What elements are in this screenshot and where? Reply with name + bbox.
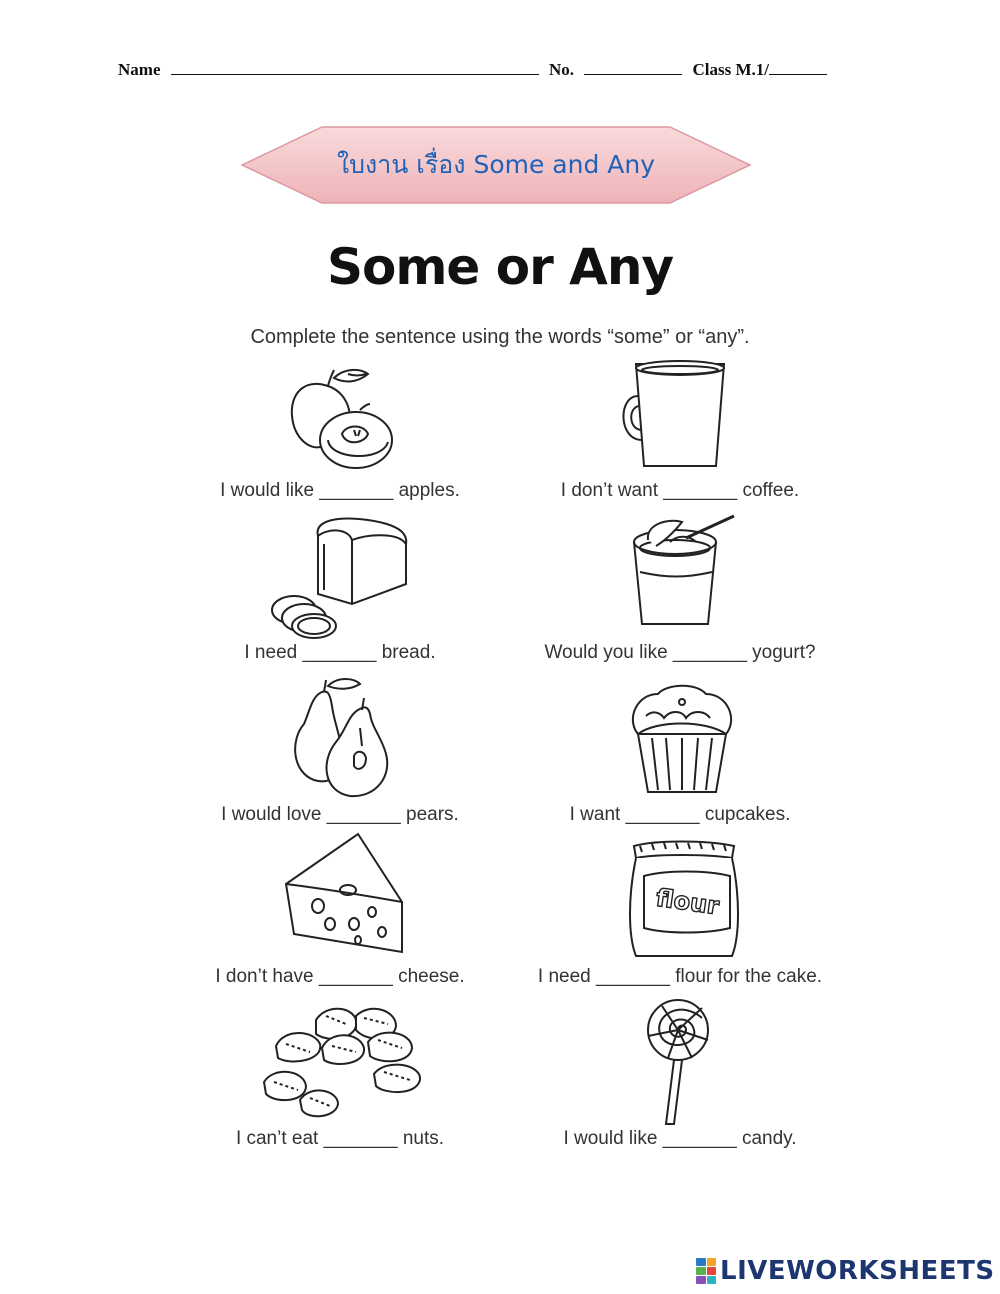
liveworksheets-logo-icon — [696, 1258, 716, 1284]
lollipop-icon — [632, 996, 722, 1128]
class-label: Class M.1/ — [692, 60, 770, 79]
class-field[interactable] — [769, 60, 827, 75]
cheese-icon — [278, 828, 408, 958]
banner-text: ใบงาน เรื่อง Some and Any — [336, 150, 656, 179]
number-field[interactable] — [584, 60, 682, 75]
sentence-2: I don’t want _______ coffee. — [560, 480, 800, 501]
flour-label: flour — [654, 883, 721, 921]
sentence-1: I would like _______ apples. — [220, 480, 460, 501]
sentence-6: I want _______ cupcakes. — [569, 804, 791, 825]
sentence-7: I don’t have _______ cheese. — [215, 966, 465, 987]
sentence-3: I need _______ bread. — [244, 642, 436, 663]
number-label: No. — [548, 60, 575, 79]
sentence-8: I need _______ flour for the cake. — [537, 966, 823, 987]
sentence-9: I can’t eat _______ nuts. — [235, 1128, 445, 1149]
flour-bag-icon — [626, 836, 742, 960]
brand-name: LIVEWORKSHEETS — [720, 1256, 995, 1286]
instructions: Complete the sentence using the words “some” or “any”. — [250, 326, 750, 348]
sentence-4: Would you like _______ yogurt? — [544, 642, 816, 663]
bread-icon — [268, 514, 412, 642]
footer-brand — [696, 1256, 995, 1286]
name-field[interactable] — [171, 60, 539, 75]
coffee-mug-icon — [620, 356, 740, 472]
nuts-icon — [256, 1000, 428, 1124]
apples-icon — [284, 364, 400, 476]
name-label: Name — [118, 60, 161, 79]
yogurt-icon — [626, 512, 742, 632]
pears-icon — [284, 676, 400, 800]
cupcake-icon — [626, 680, 738, 798]
page-title: Some or Any — [326, 238, 674, 296]
header-line — [118, 60, 858, 80]
sentence-5: I would love _______ pears. — [221, 804, 459, 825]
sentence-10: I would like _______ candy. — [563, 1128, 797, 1149]
